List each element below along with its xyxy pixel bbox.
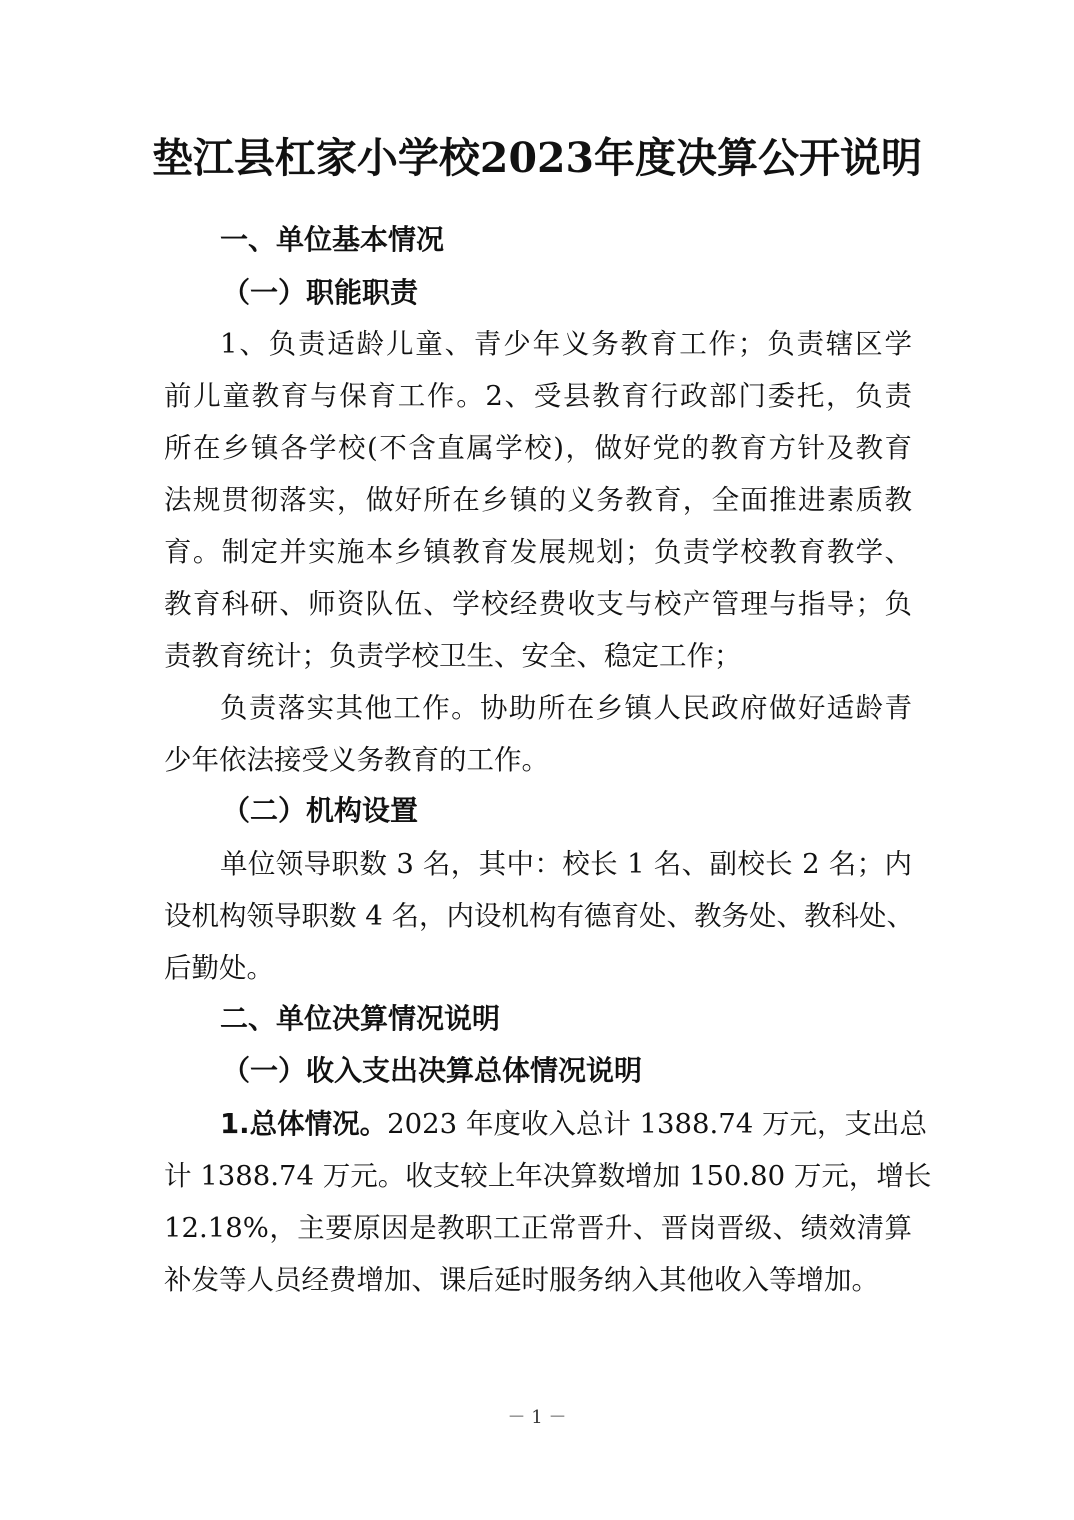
page-number: － 1 － <box>507 1407 567 1428</box>
subsection-heading-income-expenditure: （一）收入支出决算总体情况说明 <box>222 1054 643 1087</box>
subsection-heading-duties: （一）职能职责 <box>222 276 419 309</box>
duties-line: 所在乡镇各学校(不含直属学校)，做好党的教育方针及教育 <box>164 432 912 464</box>
other-duties-line: 负责落实其他工作。协助所在乡镇人民政府做好适龄青 <box>220 692 912 724</box>
duties-line: 教育科研、师资队伍、学校经费收支与校产管理与指导；负 <box>164 588 912 620</box>
overall-line: 补发等人员经费增加、课后延时服务纳入其他收入等增加。 <box>164 1264 879 1296</box>
overall-lead: 1.总体情况。 <box>220 1108 388 1140</box>
overall-line: 12.18%，主要原因是教职工正常晋升、晋岗晋级、绩效清算 <box>164 1212 912 1244</box>
section-heading-final-accounts: 二、单位决算情况说明 <box>220 1002 501 1035</box>
duties-line: 法规贯彻落实，做好所在乡镇的义务教育，全面推进素质教 <box>164 484 912 516</box>
subsection-heading-organization: （二）机构设置 <box>222 794 419 827</box>
duties-line: 前儿童教育与保育工作。2、受县教育行政部门委托，负责 <box>164 380 912 412</box>
duties-line: 育。制定并实施本乡镇教育发展规划；负责学校教育教学、 <box>164 536 912 568</box>
org-line: 单位领导职数 3 名，其中：校长 1 名、副校长 2 名；内 <box>220 848 912 880</box>
org-line: 设机构领导职数 4 名，内设机构有德育处、教务处、教科处、 <box>164 900 914 932</box>
duties-line: 1、负责适龄儿童、青少年义务教育工作；负责辖区学 <box>220 328 912 360</box>
duties-line: 责教育统计；负责学校卫生、安全、稳定工作； <box>164 640 742 672</box>
overall-line: 计 1388.74 万元。收支较上年决算数增加 150.80 万元，增长 <box>164 1160 932 1192</box>
document-title: 垫江县杠家小学校2023年度决算公开说明 <box>151 134 923 182</box>
org-line: 后勤处。 <box>164 952 274 984</box>
overall-first-rest: 2023 年度收入总计 1388.74 万元，支出总 <box>387 1108 928 1140</box>
other-duties-line: 少年依法接受义务教育的工作。 <box>164 744 549 776</box>
section-heading-basic-info: 一、单位基本情况 <box>220 223 445 256</box>
overall-first-line <box>220 1104 928 1144</box>
